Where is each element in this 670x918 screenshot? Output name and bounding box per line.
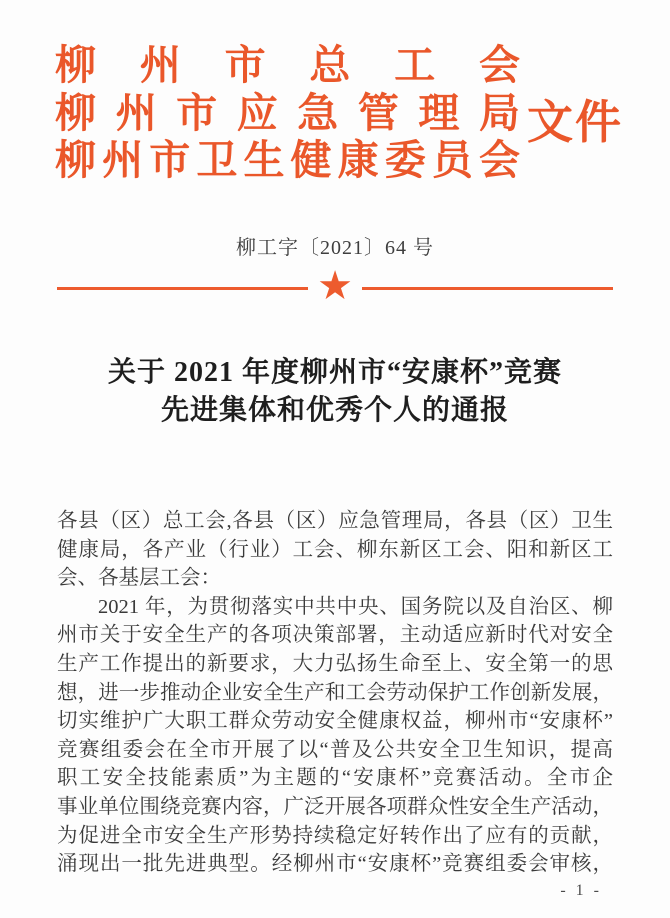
star-divider [57, 263, 613, 309]
letterhead [55, 42, 623, 185]
star-icon: ★ [317, 263, 353, 309]
body-line: 职工安全技能素质”为主题的“安康杯”竞赛活动。全市企 [57, 767, 613, 790]
body-line: 切实维护广大职工群众劳动安全健康权益，柳州市“安康杯” [57, 710, 613, 733]
body-line: 为促进全市安全生产形势持续稳定好转作出了应有的贡献， [57, 824, 613, 847]
divider-rule-right [362, 287, 613, 290]
divider-rule-left [57, 287, 308, 290]
body-line: 会、各基层工会： [57, 567, 221, 590]
document-title [0, 354, 670, 430]
org-name-line-2: 柳州市应急管理局 [55, 89, 520, 136]
org-name-line-1: 柳州市总工会 [55, 42, 520, 88]
document-body [57, 507, 613, 879]
body-line: 涌现出一批先进典型。经柳州市“安康杯”竞赛组委会审核， [57, 853, 613, 876]
body-line: 健康局，各产业（行业）工会、柳东新区工会、阳和新区工 [57, 538, 613, 561]
body-line: 州市关于安全生产的各项决策部署，主动适应新时代对安全 [57, 624, 613, 647]
org-name-line-3: 柳州市卫生健康委员会 [55, 137, 520, 183]
document-title-line-2: 先进集体和优秀个人的通报 [160, 395, 509, 426]
body-line: 各县（区）总工会,各县（区）应急管理局，各县（区）卫生 [57, 510, 613, 532]
doc-reference-number: 柳工字〔2021〕64 号 [236, 237, 434, 259]
doc-type-label: 文件 [527, 97, 623, 148]
body-line: 事业单位围绕竞赛内容，广泛开展各项群众性安全生产活动， [57, 795, 613, 818]
body-line: 竞赛组委会在全市开展了以“普及公共安全卫生知识，提高 [57, 738, 613, 761]
page-number: - 1 - [560, 881, 602, 899]
body-line: 2021 年，为贯彻落实中共中央、国务院以及自治区、柳 [98, 595, 613, 618]
body-line: 想，进一步推动企业安全生产和工会劳动保护工作创新发展， [57, 681, 613, 704]
document-title-line-1: 关于 2021 年度柳州市“安康杯”竞赛 [107, 357, 562, 388]
body-line: 生产工作提出的新要求，大力弘扬生命至上、安全第一的思 [57, 652, 613, 675]
